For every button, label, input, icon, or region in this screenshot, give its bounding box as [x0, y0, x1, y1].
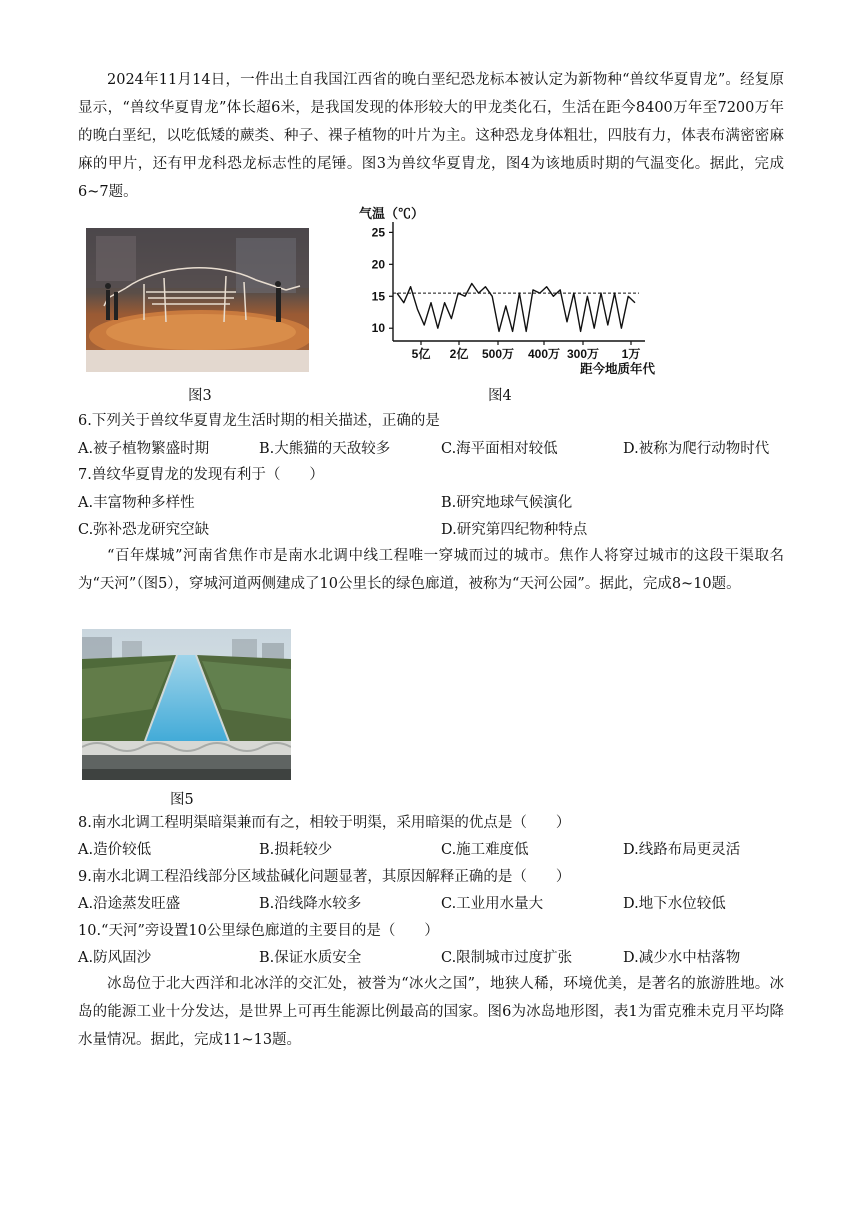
x-tick-label: 5亿	[411, 347, 431, 361]
question-8-option-b[interactable]: B.损耗较少	[259, 842, 333, 858]
question-9-option-a[interactable]: A.沿途蒸发旺盛	[78, 896, 181, 912]
x-tick-label: 500万	[481, 347, 515, 361]
question-9-option-d[interactable]: D.地下水位较低	[623, 896, 726, 912]
figure-3-dinosaur-photo	[86, 228, 309, 372]
y-tick-label: 10	[371, 321, 385, 336]
question-6-stem: 6.下列关于兽纹华夏胄龙生活时期的相关描述，正确的是	[78, 413, 440, 429]
question-8-option-d[interactable]: D.线路布局更灵活	[623, 842, 741, 858]
question-7-options-row-1	[78, 490, 784, 517]
y-tick-label: 25	[371, 225, 385, 240]
intro-paragraph-2: “百年煤城”河南省焦作市是南水北调中线工程唯一穿城而过的城市。焦作人将穿过城市的这段干渠取名为“天河”（图5），穿城河道两侧建成了10公里长的绿色廊道，被称为“天河公园”。据此，完成8~10题。	[78, 548, 784, 592]
question-9-option-c[interactable]: C.工业用水量大	[441, 896, 544, 912]
intro-paragraph-3: 冰岛位于北大西洋和北冰洋的交汇处，被誉为“冰火之国”，地狭人稀，环境优美，是著名的旅游胜地。冰岛的能源工业十分发达，是世界上可再生能源比例最高的国家。图6为冰岛地形图，表1为雷克雅未克月平均降水量情况。据此，完成11~13题。	[78, 976, 784, 1048]
question-7-option-a[interactable]: A.丰富物种多样性	[78, 495, 195, 511]
question-7-options-row-2	[78, 517, 784, 544]
question-7-stem: 7.兽纹华夏胄龙的发现有利于（ ）	[78, 467, 324, 483]
intro-paragraph-1: 2024年11月14日，一件出土自我国江西省的晚白垩纪恐龙标本被认定为新物种“兽纹华夏胄龙”。经复原显示，“兽纹华夏胄龙”体长超6米，是我国发现的体形较大的甲龙类化石，生活在距今8400万年至7200万年的晚白垩纪，以吃低矮的蕨类、种子、裸子植物的叶片为主。这种恐龙身体粗壮，四肢有力，体表布满密密麻麻的甲片，还有甲龙科恐龙标志性的尾锤。图3为兽纹华夏胄龙，图4为该地质时期的气温变化。据此，完成6~7题。	[78, 72, 784, 200]
question-6-option-b[interactable]: B.大熊猫的天敌较多	[259, 441, 391, 457]
question-10-option-d[interactable]: D.减少水中枯落物	[623, 950, 741, 966]
question-10-options	[78, 945, 784, 972]
x-tick-label: 400万	[527, 347, 561, 361]
question-8-stem: 8.南水北调工程明渠暗渠兼而有之，相较于明渠，采用暗渠的优点是（ ）	[78, 815, 571, 831]
question-6-option-a[interactable]: A.被子植物繁盛时期	[78, 441, 210, 457]
question-9-option-b[interactable]: B.沿线降水较多	[259, 896, 362, 912]
question-8-options	[78, 837, 784, 864]
x-axis-label: 距今地质年代	[579, 362, 655, 376]
question-7-option-c[interactable]: C.弥补恐龙研究空缺	[78, 522, 210, 538]
question-7-option-b[interactable]: B.研究地球气候演化	[441, 495, 573, 511]
temperature-series-line	[397, 284, 635, 332]
question-8-option-a[interactable]: A.造价较低	[78, 842, 152, 858]
figure-5-canal-photo	[82, 629, 291, 780]
question-10-option-c[interactable]: C.限制城市过度扩张	[441, 950, 573, 966]
y-tick-label: 20	[371, 257, 385, 272]
x-tick-label: 300万	[566, 347, 600, 361]
y-tick-label: 15	[371, 289, 385, 304]
question-10-option-a[interactable]: A.防风固沙	[78, 950, 152, 966]
x-tick-label: 2亿	[449, 347, 469, 361]
figure-4-caption: 图4	[488, 388, 512, 404]
figure-3-caption: 图3	[188, 388, 212, 404]
x-tick-label: 1万	[621, 347, 641, 361]
question-8-option-c[interactable]: C.施工难度低	[441, 842, 529, 858]
question-6-options	[78, 436, 784, 463]
question-7-option-d[interactable]: D.研究第四纪物种特点	[441, 522, 588, 538]
figure-5-caption: 图5	[170, 792, 194, 808]
y-axis-label: 气温（℃）	[359, 206, 425, 221]
question-9-stem: 9.南水北调工程沿线部分区域盐碱化问题显著，其原因解释正确的是（ ）	[78, 869, 571, 885]
figure-4-temperature-chart	[355, 206, 660, 378]
question-6-option-d[interactable]: D.被称为爬行动物时代	[623, 441, 770, 457]
question-10-option-b[interactable]: B.保证水质安全	[259, 950, 362, 966]
question-6-option-c[interactable]: C.海平面相对较低	[441, 441, 558, 457]
question-10-stem: 10.“天河”旁设置10公里绿色廊道的主要目的是（ ）	[78, 923, 439, 939]
question-9-options	[78, 891, 784, 918]
